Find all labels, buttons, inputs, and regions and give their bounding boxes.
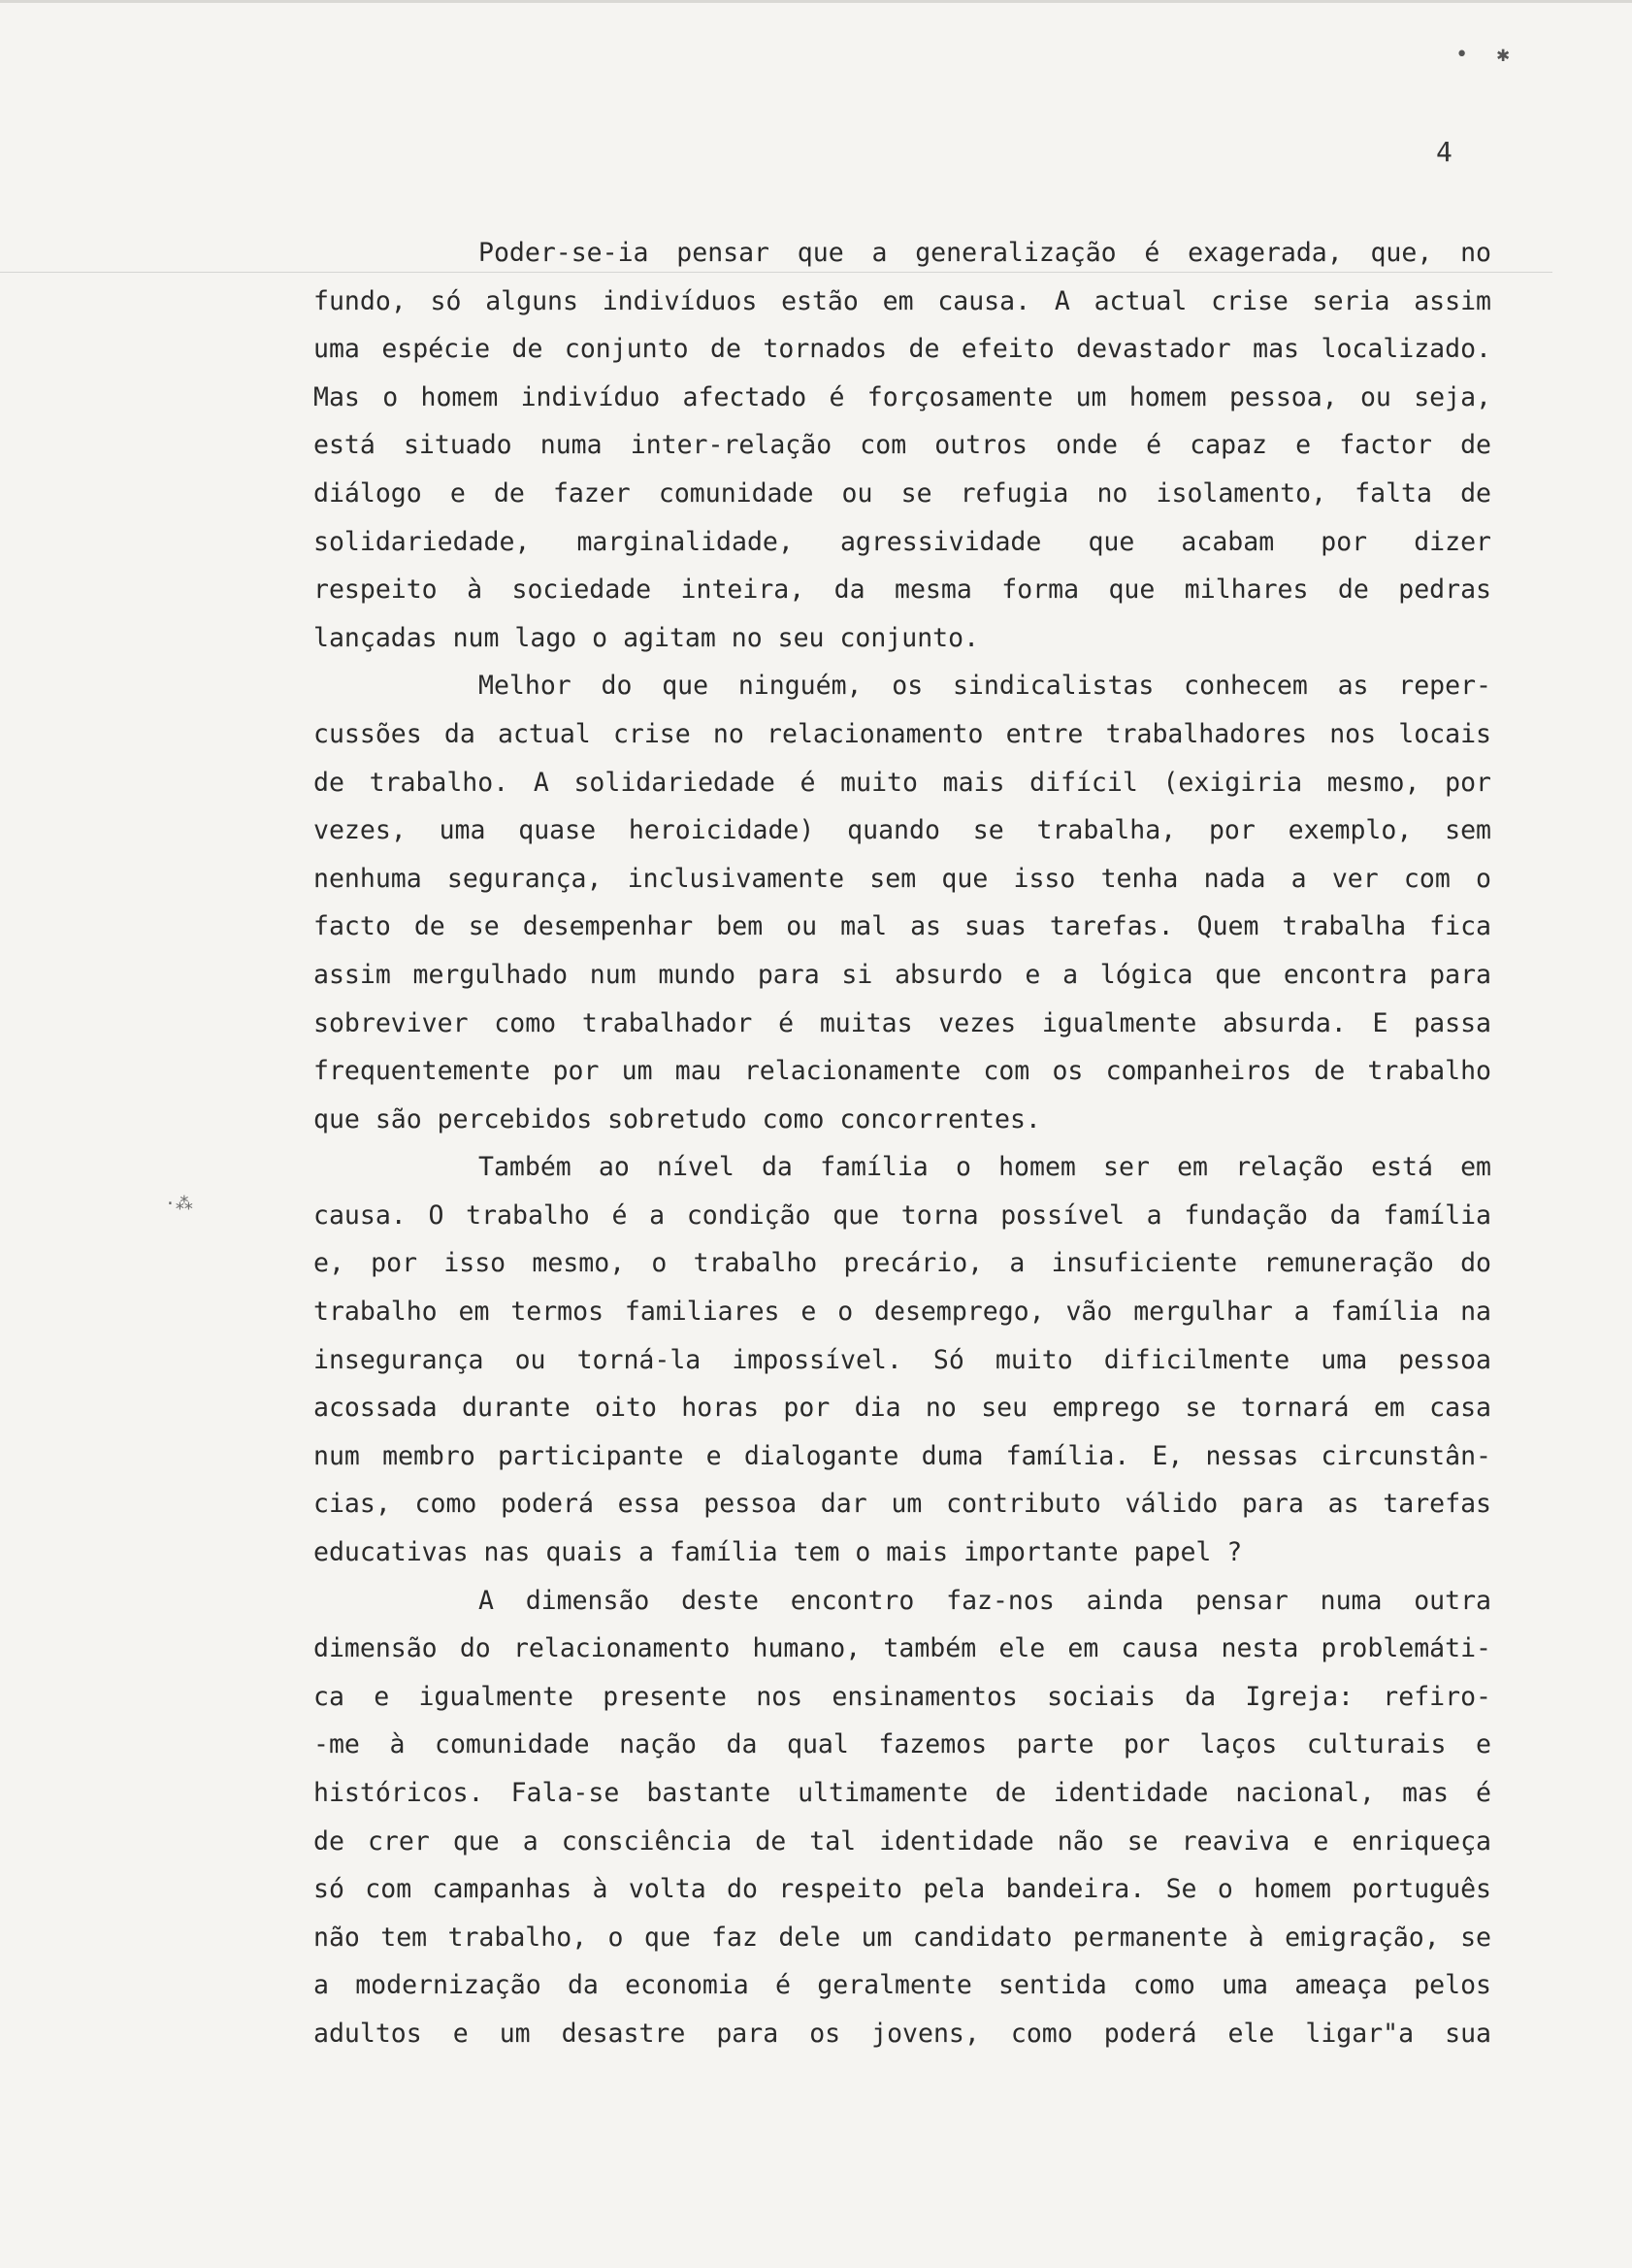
text-line: não tem trabalho, o que faz dele um candidato permanente à emigração, se (313, 1922, 1491, 1953)
text-line: e, por isso mesmo, o trabalho precário, a insuficiente remuneração do (313, 1248, 1491, 1279)
text-line: solidariedade, marginalidade, agressividade que acabam por dizer (313, 526, 1491, 557)
text-line: -me à comunidade nação da qual fazemos parte por laços culturais e (313, 1729, 1491, 1760)
text-line: respeito à sociedade inteira, da mesma forma que milhares de pedras (313, 575, 1491, 606)
text-line: facto de se desempenhar bem ou mal as suas tarefas. Quem trabalha fica (313, 911, 1491, 942)
text-line: insegurança ou torná-la impossível. Só muito dificilmente uma pessoa (313, 1344, 1491, 1375)
text-line: frequentemente por um mau relacionamente com os companheiros de trabalho (313, 1056, 1491, 1087)
text-line: assim mergulhado num mundo para si absurdo e a lógica que encontra para (313, 959, 1491, 990)
body-text (313, 229, 1491, 2058)
text-line: que são percebidos sobretudo como concorrentes. (313, 1103, 1041, 1134)
text-line: Melhor do que ninguém, os sindicalistas conhecem as reper- (478, 671, 1491, 702)
text-line: a modernização da economia é geralmente sentida como uma ameaça pelos (313, 1970, 1491, 2001)
margin-ink-mark: ·⁂ (165, 1194, 193, 1214)
text-line: fundo, só alguns indivíduos estão em causa. A actual crise seria assim (313, 285, 1491, 316)
text-line: só com campanhas à volta do respeito pela bandeira. Se o homem português (313, 1874, 1491, 1905)
text-line: vezes, uma quase heroicidade) quando se trabalha, por exemplo, sem (313, 815, 1491, 846)
text-line: trabalho em termos familiares e o desemprego, vão mergulhar a família na (313, 1297, 1491, 1328)
text-line: diálogo e de fazer comunidade ou se refugia no isolamento, falta de (313, 477, 1491, 509)
text-line: acossada durante oito horas por dia no seu emprego se tornará em casa (313, 1393, 1491, 1424)
text-line: educativas nas quais a família tem o mais importante papel ? (313, 1537, 1243, 1568)
page-top-edge (0, 0, 1632, 3)
text-line: A dimensão deste encontro faz-nos ainda pensar numa outra (478, 1585, 1491, 1616)
text-line: uma espécie de conjunto de tornados de efeito devastador mas localizado. (313, 334, 1491, 365)
text-line: causa. O trabalho é a condição que torna possível a fundação da família (313, 1200, 1491, 1231)
text-line: Poder-se-ia pensar que a generalização é exagerada, que, no (478, 238, 1491, 268)
text-line: sobreviver como trabalhador é muitas vezes igualmente absurda. E passa (313, 1007, 1491, 1038)
text-line: adultos e um desastre para os jovens, como poderá ele ligar"a sua (313, 2018, 1491, 2049)
text-line: ca e igualmente presente nos ensinamentos sociais da Igreja: refiro- (313, 1681, 1491, 1712)
text-line: cias, como poderá essa pessoa dar um contributo válido para as tarefas (313, 1489, 1491, 1520)
text-line: de trabalho. A solidariedade é muito mais difícil (exigiria mesmo, por (313, 767, 1491, 798)
text-line: nenhuma segurança, inclusivamente sem que isso tenha nada a ver com o (313, 863, 1491, 894)
text-line: dimensão do relacionamento humano, também ele em causa nesta problemáti- (313, 1633, 1491, 1664)
text-line: Também ao nível da família o homem ser em relação está em (478, 1152, 1491, 1183)
text-line: históricos. Fala-se bastante ultimamente de identidade nacional, mas é (313, 1778, 1491, 1808)
text-line: de crer que a consciência de tal identidade não se reaviva e enriqueça (313, 1825, 1491, 1857)
text-line: Mas o homem indivíduo afectado é forçosamente um homem pessoa, ou seja, (313, 381, 1491, 412)
text-line: cussões da actual crise no relacionamento entre trabalhadores nos locais (313, 718, 1491, 749)
text-line: lançadas num lago o agitam no seu conjunto. (313, 622, 980, 653)
page-number: 4 (1436, 136, 1452, 168)
ink-specks-decoration: • ✱ (1455, 43, 1518, 67)
text-line: está situado numa inter-relação com outros onde é capaz e factor de (313, 430, 1491, 461)
text-line: num membro participante e dialogante duma família. E, nessas circunstân- (313, 1440, 1491, 1471)
